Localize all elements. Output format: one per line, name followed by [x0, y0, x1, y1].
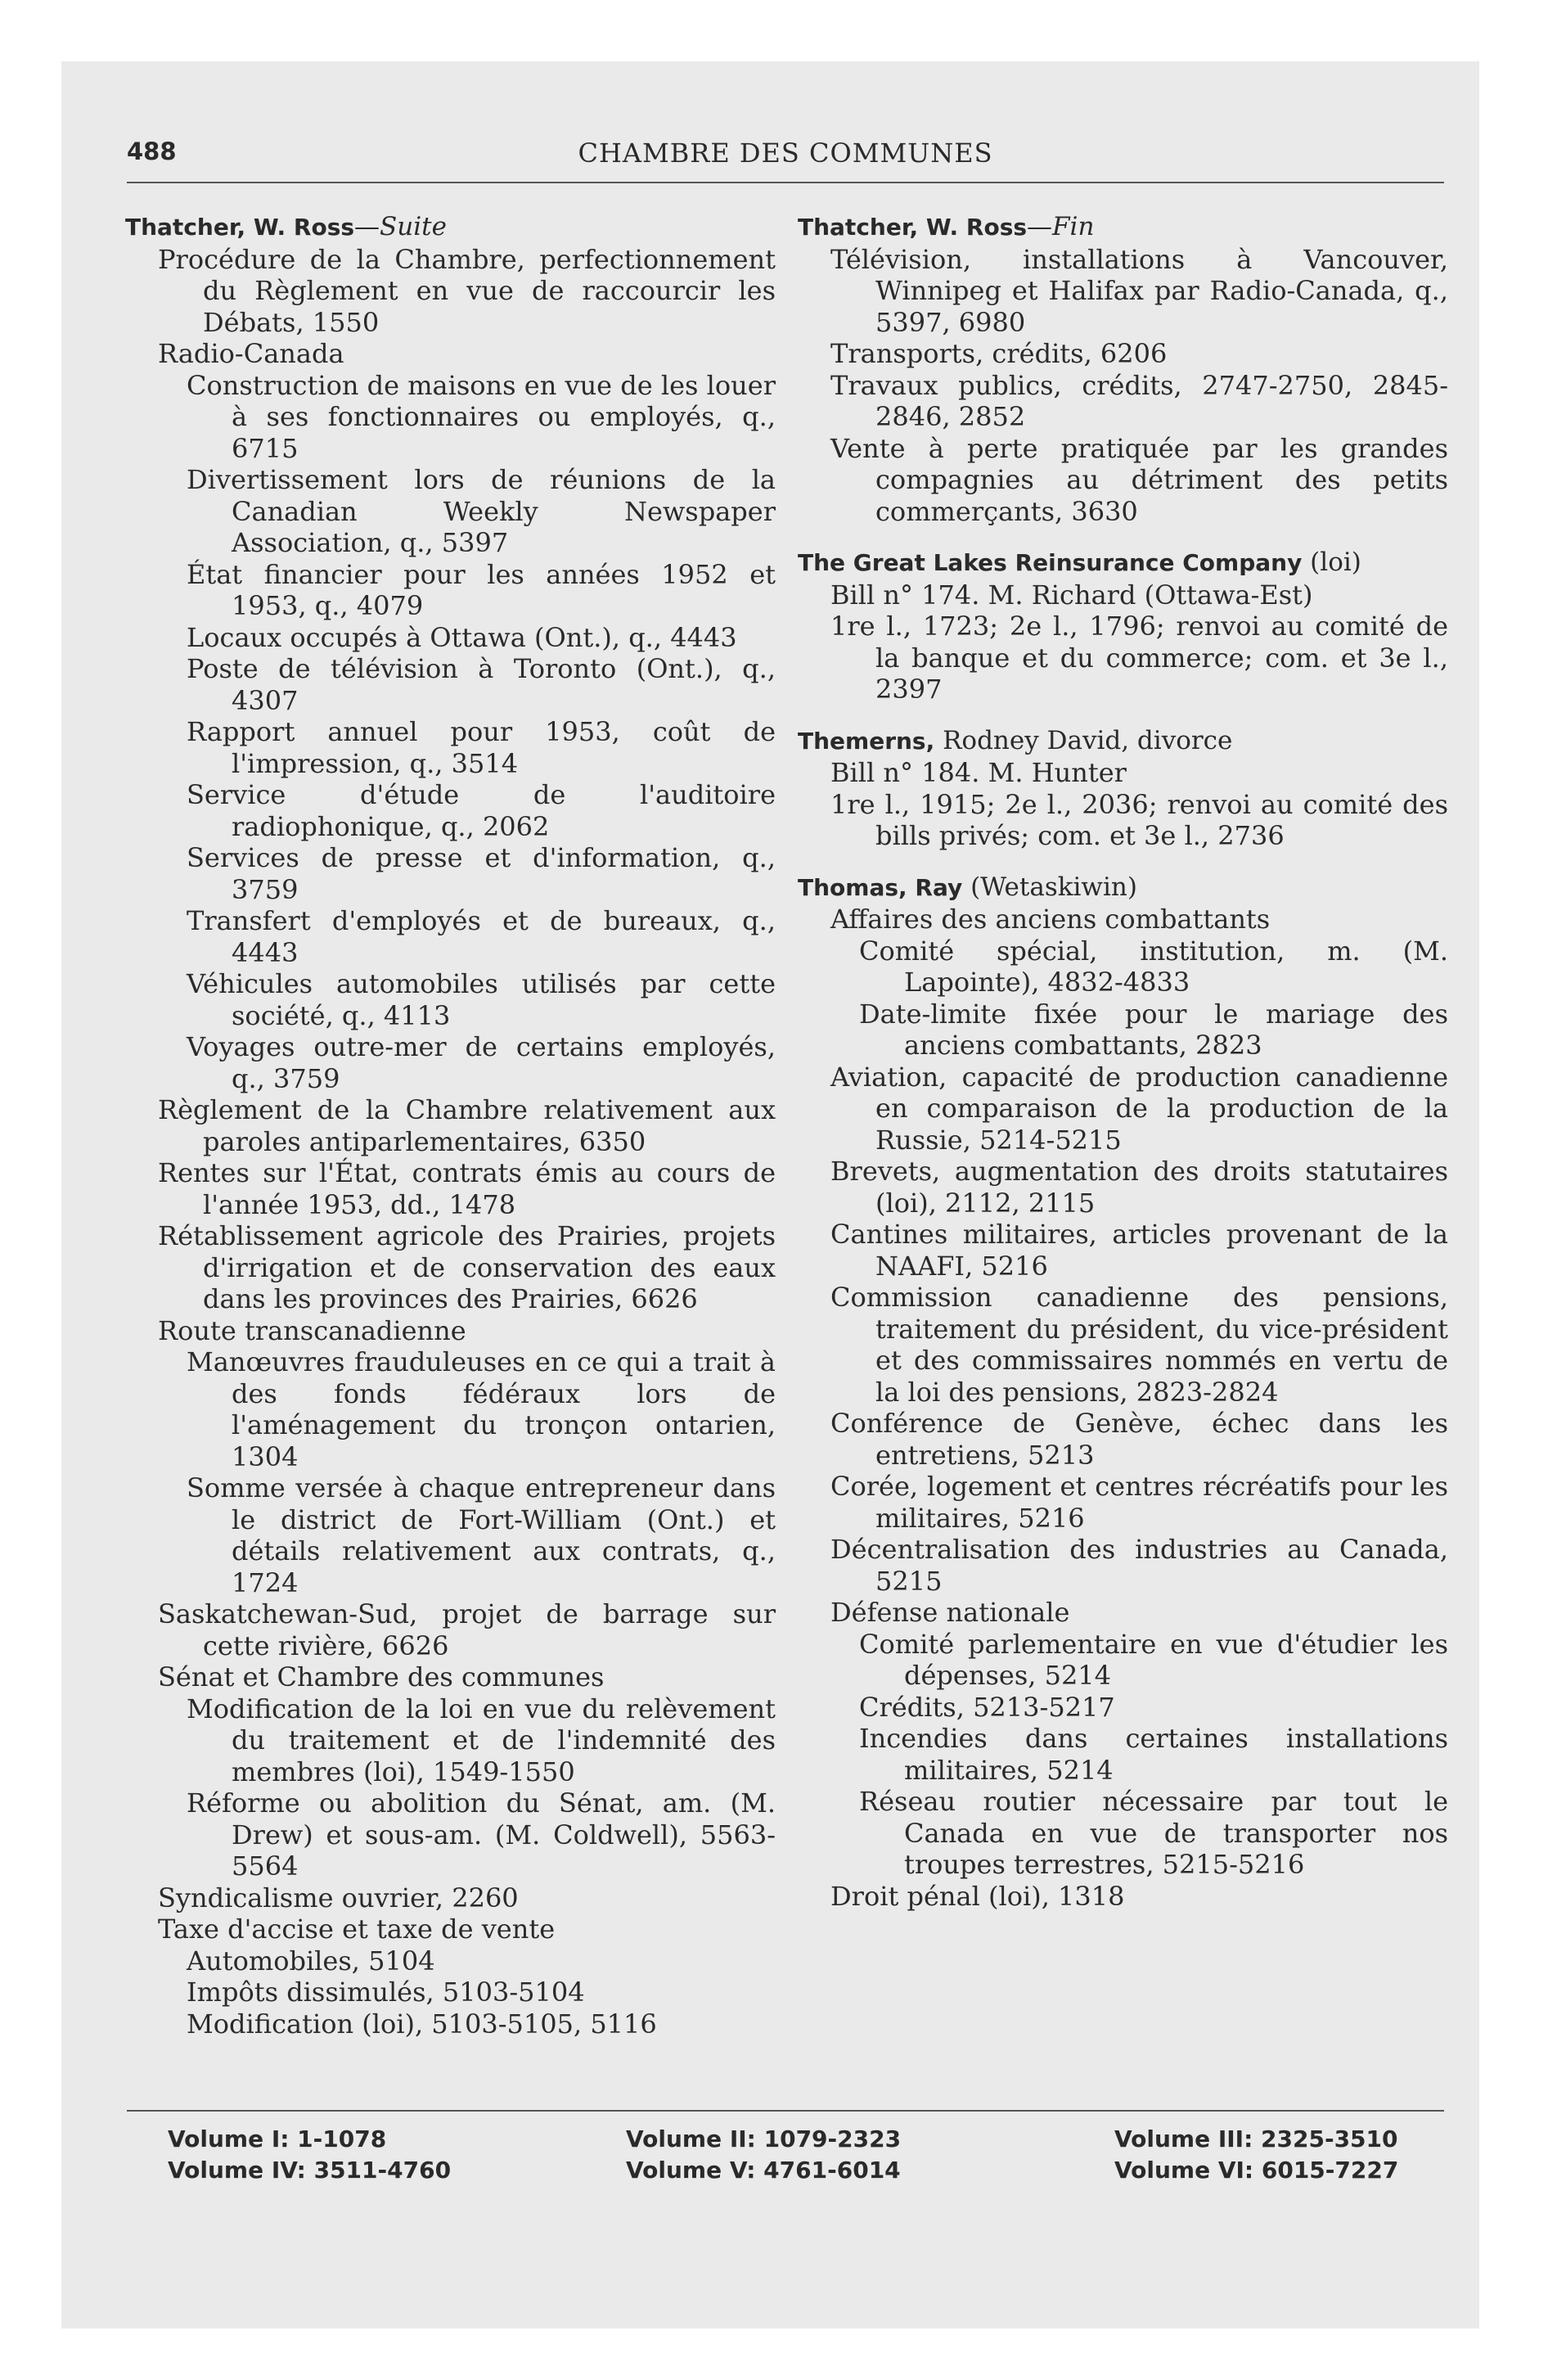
index-subsubentry: Modification (loi), 5103-5105, 5116: [187, 2008, 657, 2040]
index-subentry: Rentes sur l'État, contrats émis au cours de l'année 1953, dd., 1478: [158, 1157, 776, 1220]
heading-rest: Rodney David, divorce: [934, 725, 1233, 755]
index-subentry: Taxe d'accise et taxe de vente: [158, 1913, 556, 1945]
index-subentry: Procédure de la Chambre, perfectionnement du Règlement en vue de raccourcir les Débats, 1550: [158, 243, 776, 338]
page-header: [127, 137, 1444, 178]
index-subsubentry: Services de presse et d'information, q., 3759: [187, 842, 776, 905]
page-number: 488: [127, 137, 177, 165]
index-subentry: Aviation, capacité de production canadienne en comparaison de la production de la Russie, 5214-5215: [830, 1061, 1448, 1156]
index-subentry: Cantines militaires, articles provenant de la NAAFI, 5216: [830, 1219, 1448, 1282]
header-rule: [127, 182, 1444, 183]
index-subsubentry: Transfert d'employés et de bureaux, q., 4443: [187, 905, 776, 968]
index-subentry: Bill n° 184. M. Hunter: [830, 757, 1127, 788]
index-subentry: Brevets, augmentation des droits statutaires (loi), 2112, 2115: [830, 1156, 1448, 1219]
index-subsubentry: Construction de maisons en vue de les louer à ses fonctionnaires ou employés, q., 6715: [187, 369, 776, 464]
index-subsubentry: Incendies dans certaines installations militaires, 5214: [859, 1723, 1448, 1786]
footer-volume: Volume IV: 3511-4760: [168, 2157, 452, 2184]
index-subsubentry: Réforme ou abolition du Sénat, am. (M. Drew) et sous-am. (M. Coldwell), 5563-5564: [187, 1787, 776, 1882]
footer-col-2: [626, 2124, 901, 2186]
index-subsubentry: Impôts dissimulés, 5103-5104: [187, 1977, 585, 2008]
index-subentry: Commission canadienne des pensions, traitement du président, du vice-président et des commissaires nommés en vertu de la loi des pensions, 2823-2824: [830, 1282, 1448, 1408]
index-subentry: 1re l., 1723; 2e l., 1796; renvoi au comité de la banque et du commerce; com. et 3e l., 2397: [830, 611, 1448, 705]
index-subentry: Télévision, installations à Vancouver, Winnipeg et Halifax par Radio-Canada, q., 5397, 6980: [830, 243, 1448, 338]
footer-col-3: [1114, 2124, 1398, 2186]
index-subentry: Vente à perte pratiquée par les grandes compagnies au détriment des petits commerçants, 3630: [830, 432, 1448, 527]
index-subentry: Transports, crédits, 6206: [830, 338, 1168, 369]
index-subsubentry: Rapport annuel pour 1953, coût de l'impression, q., 3514: [187, 716, 776, 779]
index-heading: [798, 872, 1448, 904]
right-column: [798, 211, 1448, 1912]
footer-volume: Volume III: 2325-3510: [1114, 2125, 1398, 2152]
index-subsubentry: Poste de télévision à Toronto (Ont.), q., 4307: [187, 653, 776, 716]
footer-volume: Volume I: 1-1078: [168, 2125, 387, 2152]
index-heading: [798, 725, 1448, 758]
footer-volume: Volume VI: 6015-7227: [1114, 2157, 1399, 2184]
heading-name: The Great Lakes Reinsurance Company: [798, 549, 1303, 576]
index-subsubentry: Comité parlementaire en vue d'étudier les dépenses, 5214: [859, 1628, 1448, 1691]
index-subsubentry: Service d'étude de l'auditoire radiophonique, q., 2062: [187, 779, 776, 842]
index-subentry: Radio-Canada: [158, 338, 344, 369]
index-heading: [125, 211, 776, 244]
footer-rule: [127, 2110, 1444, 2112]
index-subentry: Défense nationale: [830, 1597, 1070, 1628]
index-subsubentry: Automobiles, 5104: [187, 1945, 435, 1977]
index-subsubentry: Comité spécial, institution, m. (M. Lapointe), 4832-4833: [859, 935, 1448, 998]
index-subentry: Sénat et Chambre des communes: [158, 1661, 605, 1693]
index-subentry: Décentralisation des industries au Canada, 5215: [830, 1534, 1448, 1597]
heading-rest: (loi): [1302, 548, 1361, 577]
index-subsubentry: Modification de la loi en vue du relèvement du traitement et de l'indemnité des membres (loi), 1549-1550: [187, 1693, 776, 1787]
heading-name: Thatcher, W. Ross: [125, 214, 355, 241]
index-subsubentry: Voyages outre-mer de certains employés, q., 3759: [187, 1031, 776, 1094]
index-subentry: Syndicalisme ouvrier, 2260: [158, 1882, 519, 1913]
index-subsubentry: Véhicules automobiles utilisés par cette société, q., 4113: [187, 968, 776, 1031]
index-subentry: Bill n° 174. M. Richard (Ottawa-Est): [830, 579, 1313, 611]
heading-continuation: Fin: [1052, 212, 1095, 241]
index-subentry: Droit pénal (loi), 1318: [830, 1880, 1125, 1912]
index-subsubentry: Réseau routier nécessaire par tout le Canada en vue de transporter nos troupes terrestres, 5215-5216: [859, 1786, 1448, 1880]
index-subsubentry: Somme versée à chaque entrepreneur dans le district de Fort-William (Ont.) et détails relativement aux contrats, q., 1724: [187, 1472, 776, 1598]
index-heading: [798, 211, 1448, 244]
index-subsubentry: Locaux occupés à Ottawa (Ont.), q., 4443: [187, 621, 737, 653]
index-subentry: 1re l., 1915; 2e l., 2036; renvoi au comité des bills privés; com. et 3e l., 2736: [830, 788, 1448, 851]
index-subentry: Route transcanadienne: [158, 1314, 466, 1346]
heading-continuation: Suite: [380, 212, 447, 241]
index-subsubentry: État financier pour les années 1952 et 1953, q., 4079: [187, 558, 776, 621]
running-head: CHAMBRE DES COMMUNES: [578, 137, 993, 169]
index-subsubentry: Divertissement lors de réunions de la Canadian Weekly Newspaper Association, q., 5397: [187, 464, 776, 558]
index-subentry: Saskatchewan-Sud, projet de barrage sur cette rivière, 6626: [158, 1598, 776, 1661]
index-subsubentry: Crédits, 5213-5217: [859, 1691, 1115, 1723]
index-subsubentry: Manœuvres frauduleuses en ce qui a trait à des fonds fédéraux lors de l'aménagement du tronçon ontarien, 1304: [187, 1346, 776, 1472]
heading-name: Thomas, Ray: [798, 873, 963, 901]
heading-rest: —: [354, 212, 380, 241]
index-subentry: Conférence de Genève, échec dans les entretiens, 5213: [830, 1408, 1448, 1471]
index-heading: [798, 547, 1448, 579]
heading-name: Thatcher, W. Ross: [798, 214, 1028, 241]
index-subentry: Affaires des anciens combattants: [830, 904, 1271, 935]
index-subsubentry: Date-limite fixée pour le mariage des anciens combattants, 2823: [859, 998, 1448, 1061]
index-subentry: Règlement de la Chambre relativement aux paroles antiparlementaires, 6350: [158, 1094, 776, 1157]
footer-col-1: [168, 2124, 451, 2186]
heading-name: Themerns,: [798, 727, 935, 755]
footer-volume: Volume V: 4761-6014: [626, 2157, 901, 2184]
heading-rest: (Wetaskiwin): [962, 872, 1137, 902]
heading-rest: —: [1027, 212, 1053, 241]
index-subentry: Corée, logement et centres récréatifs pour les militaires, 5216: [830, 1471, 1448, 1534]
footer-volume: Volume II: 1079-2323: [626, 2125, 902, 2152]
index-subentry: Rétablissement agricole des Prairies, projets d'irrigation et de conservation des eaux dans les provinces des Prairies, 6626: [158, 1220, 776, 1314]
left-column: [125, 211, 776, 2040]
index-subentry: Travaux publics, crédits, 2747-2750, 2845-2846, 2852: [830, 369, 1448, 432]
